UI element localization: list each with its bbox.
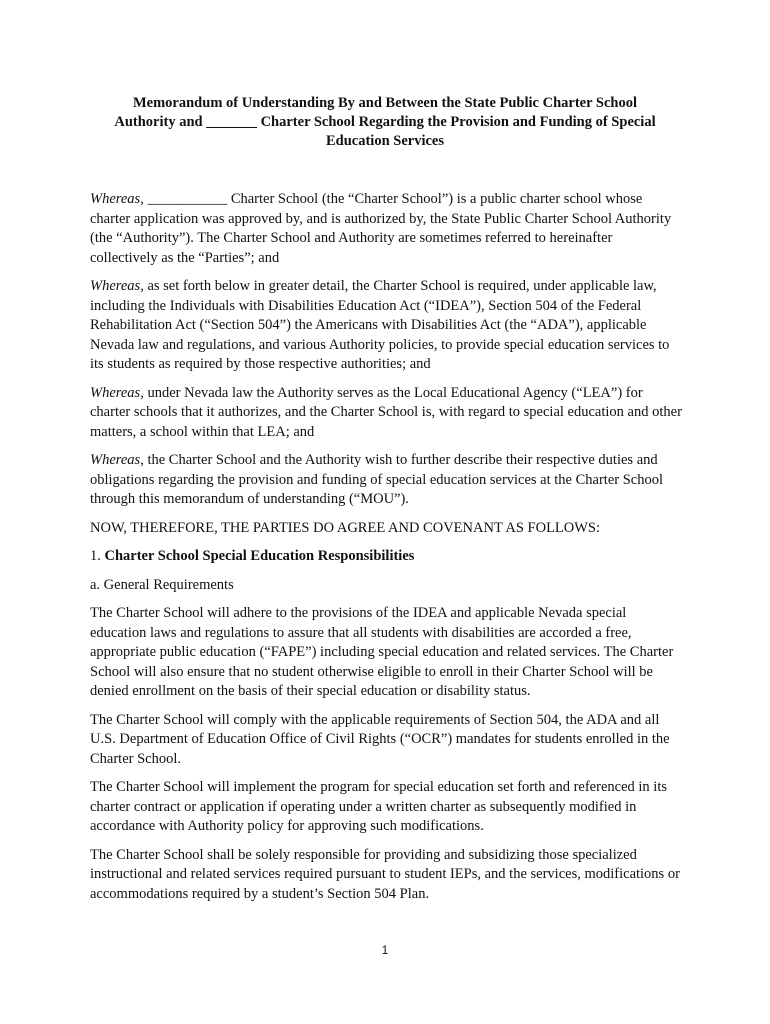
section-number: 1. — [90, 548, 105, 564]
title-line-3: Education Services — [325, 133, 444, 149]
whereas-paragraph-2 — [90, 277, 682, 375]
paragraph-text: , under Nevada law the Authority serves as the Local Educational Agency (“LEA”) for charter schools that it authorizes, and the Charter School is, with regard to special education and other matters, a school within that LEA; and — [90, 384, 682, 440]
covenant-paragraph: NOW, THEREFORE, THE PARTIES DO AGREE AND COVENANT AS FOLLOWS: — [90, 519, 601, 536]
general-requirements-paragraph-3: The Charter School will implement the program for special education set forth and referenced in its charter contract or application if operating under a written charter as subsequently modified in accordance with Authority policy for approving such modifications. — [90, 779, 667, 834]
whereas-lead: Whereas — [90, 384, 141, 401]
whereas-lead: Whereas — [90, 452, 141, 468]
general-requirements-paragraph-1: The Charter School will adhere to the provisions of the IDEA and applicable Nevada special education laws and regulations to assure that all students with disabilities are accorded a free, appropriate public education (“FAPE”) including special education and related services. The Charter School will also ensure that no student otherwise eligible to enroll in their Charter School will be denied enrollment on the basis of their special education or disability status. — [90, 605, 674, 699]
paragraph-text: as set forth below in greater detail, the Charter School is required, under applicable law, including the Individuals with Disabilities Education Act (“IDEA”), Section 504 of the Federal Rehabilitation Act (“Section 504”) the Americans with Disabilities Act (the “ADA”), applicable Nevada law and regulations, and various Authority policies, to provide special education services to its students as required by those respective authorities; and — [90, 278, 670, 372]
whereas-paragraph-4 — [90, 451, 682, 510]
whereas-paragraph-3 — [90, 384, 682, 443]
whereas-lead: Whereas, — [90, 278, 144, 294]
whereas-paragraph-1 — [90, 190, 682, 268]
section-title: Charter School Special Education Responsibilities — [104, 548, 415, 564]
document-title — [90, 94, 680, 151]
paragraph-text: , the Charter School and the Authority wish to further describe their respective duties and obligations regarding the provision and funding of special education services at the Charter School through this memorandum of understanding (“MOU”). — [90, 452, 663, 507]
page-number: 1 — [381, 943, 389, 957]
subsection-a-heading: a. General Requirements — [90, 576, 234, 593]
general-requirements-paragraph-4: The Charter School shall be solely responsible for providing and subsidizing those specialized instructional and related services required pursuant to student IEPs, and the services, modifications or accommodations required by a student’s Section 504 Plan. — [90, 846, 680, 902]
document-body — [90, 190, 682, 913]
title-line-1: Memorandum of Understanding By and Between the State Public Charter School — [132, 95, 637, 111]
section-1-heading — [90, 547, 682, 567]
title-line-2: Authority and _______ Charter School Regarding the Provision and Funding of Special — [114, 114, 656, 130]
general-requirements-paragraph-2: The Charter School will comply with the applicable requirements of Section 504, the ADA and all U.S. Department of Education Office of Civil Rights (“OCR”) mandates for students enrolled in the Charter School. — [90, 711, 670, 767]
paragraph-text: , ___________ Charter School (the “Charter School”) is a public charter school whose charter application was approved by, and is authorized by, the State Public Charter School Authority (the “Authority”). The Charter School and Authority are sometimes referred to hereinafter collectively as the “Parties”; and — [90, 191, 672, 266]
whereas-lead: Whereas — [90, 191, 141, 207]
